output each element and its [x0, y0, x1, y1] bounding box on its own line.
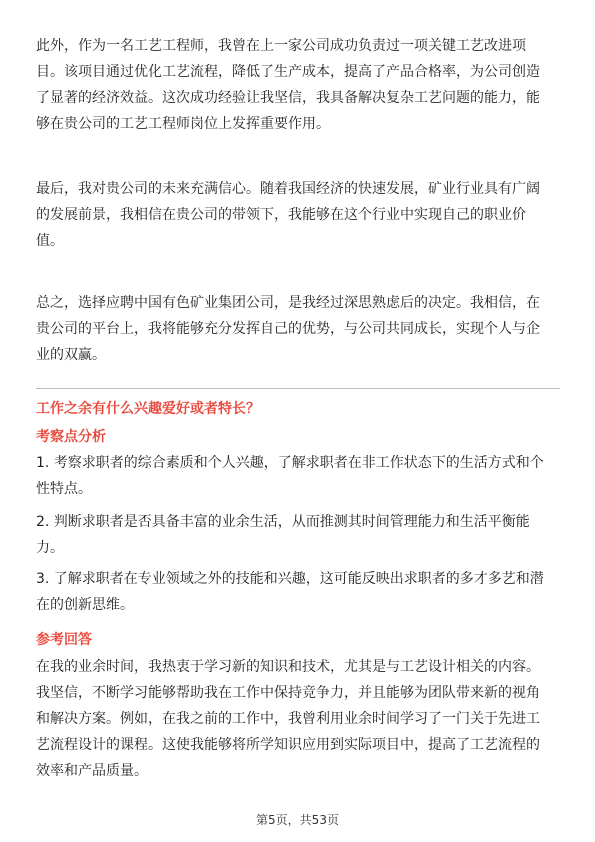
- text-line: 1. 考察求职者的综合素质和个人兴趣，了解求职者在非工作状态下的生活方式和个: [36, 455, 544, 471]
- text-line: 总之，选择应聘中国有色矿业集团公司，是我经过深思熟虑后的决定。我相信，在: [36, 295, 540, 311]
- section-divider: [36, 388, 560, 389]
- analysis-point: [36, 450, 560, 502]
- text-line: 2. 判断求职者是否具备丰富的业余生活，从而推测其时间管理能力和生活平衡能: [36, 514, 530, 530]
- text-line: 我坚信，不断学习能够帮助我在工作中保持竞争力，并且能够为团队带来新的视角: [36, 685, 540, 701]
- text-line: 3. 了解求职者在专业领域之外的技能和兴趣，这可能反映出求职者的多才多艺和潜: [36, 571, 544, 587]
- answer-heading: 参考回答: [36, 632, 92, 648]
- text-line: 业的双赢。: [36, 347, 106, 363]
- analysis-point: [36, 566, 560, 618]
- text-line: 在的创新思维。: [36, 597, 134, 613]
- paragraph-confidence: [36, 176, 560, 254]
- answer-paragraph: [36, 654, 560, 784]
- paragraph-experience: [36, 33, 560, 137]
- document-page: [36, 0, 560, 842]
- text-line: 此外，作为一名工艺工程师，我曾在上一家公司成功负责过一项关键工艺改进项: [36, 38, 526, 54]
- text-line: 的发展前景，我相信在贵公司的带领下，我能够在这个行业中实现自己的职业价: [36, 207, 526, 223]
- text-line: 最后，我对贵公司的未来充满信心。随着我国经济的快速发展，矿业行业具有广阔: [36, 181, 540, 197]
- text-line: 值。: [36, 233, 64, 249]
- text-line: 和解决方案。例如，在我之前的工作中，我曾利用业余时间学习了一门关于先进工: [36, 711, 540, 727]
- question-heading: 工作之余有什么兴趣爱好或者特长？: [36, 401, 260, 417]
- text-line: 效率和产品质量。: [36, 763, 148, 779]
- text-line: 了显著的经济效益。这次成功经验让我坚信，我具备解决复杂工艺问题的能力，能: [36, 90, 540, 106]
- page-number: 第5页，共53页: [256, 813, 339, 827]
- text-line: 力。: [36, 540, 64, 556]
- analysis-point: [36, 509, 560, 561]
- paragraph-conclusion: [36, 290, 560, 368]
- text-line: 艺流程设计的课程。这使我能够将所学知识应用到实际项目中，提高了工艺流程的: [36, 737, 540, 753]
- text-line: 性特点。: [36, 481, 92, 497]
- analysis-heading: 考察点分析: [36, 429, 106, 445]
- text-line: 目。该项目通过优化工艺流程，降低了生产成本，提高了产品合格率，为公司创造: [36, 64, 540, 80]
- text-line: 在我的业余时间，我热衷于学习新的知识和技术，尤其是与工艺设计相关的内容。: [36, 659, 540, 675]
- text-line: 贵公司的平台上，我将能够充分发挥自己的优势，与公司共同成长，实现个人与企: [36, 321, 540, 337]
- text-line: 够在贵公司的工艺工程师岗位上发挥重要作用。: [36, 116, 330, 132]
